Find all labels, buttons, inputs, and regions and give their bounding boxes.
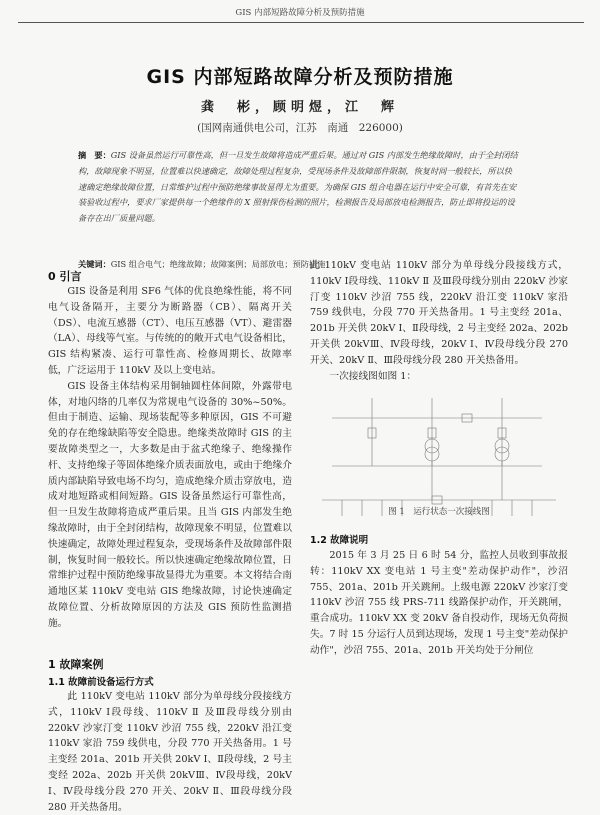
diagram-intro: 一次接线图如图 1： xyxy=(329,370,417,382)
affiliation: (国网南通供电公司，江苏 南通 226000) xyxy=(197,122,403,134)
abstract-label: 摘 要： xyxy=(78,150,111,160)
section-1-1-heading: 1.1 故障前设备运行方式 xyxy=(48,677,154,688)
section-1-1-continued xyxy=(310,258,568,384)
section-intro-heading: 0 引言 xyxy=(48,270,82,283)
intro-body xyxy=(48,284,292,654)
abstract xyxy=(78,148,518,227)
section-1-2-text: 2015 年 3 月 25 日 6 时 54 分，监控人员收到事故报转：110kV XX 变电站 1 号主变"差动保护动作"，沙沼 755、201a、201b 开关跳闸。上级电源 220kV 沙家汀变 110kV 沙沼 755 线 PRS-711 线路保护动作，开关跳闸，重合成功。110kV XX 变 20kV 备自投动作，现场无负荷损失。7 时 15 分运行人员到达现场，发现 1 号主变"差动保护动作"，沙沼 755、201a、201b 开关均处于分闸位 xyxy=(310,550,568,656)
running-head: GIS 内部短路故障分析及预防措施 xyxy=(235,8,365,18)
section-1-1-continued-text: 此 110kV 变电站 110kV 部分为单母线分段接线方式，110kV Ⅰ段母线、110kV Ⅱ 及Ⅲ段母线分别由 220kV 沙家汀变 110kV 沙沼 755 线，220kV 沿江变 110kV 家沿 759 线供电，分段 770 开关热备用。1 号主变经 201a、201b 开关供 20kV Ⅰ、Ⅱ段母线，2 号主变经 202a、202b 开关供 20kVⅢ、Ⅳ段母线，20kV Ⅰ、Ⅳ段母线分段 270 开关、20kV Ⅱ、Ⅲ段母线分段 280 开关热备用。 xyxy=(310,260,568,366)
abstract-text: GIS 设备虽然运行可靠性高，但一旦发生故障将造成严重后果。通过对 GIS 内部发生绝缘故障时，由于全封闭结构，故障现象不明显，位置难以快速确定，故障处理过程复杂，受现场条件及故障部件限制，恢复时间一般较长，所以快速确定绝缘故障位置，日常维护过程中预防绝缘事故显得尤为重要。为确保 GIS 组合电器在运行中安全可靠，有首先在安装验收过程中，要求厂家提供每一个绝缘件的 X 照射探伤检测的照片，检测报告及局部放电检测报告，防止即将投运的设备存在出厂质量问题。 xyxy=(78,150,518,224)
section-1-1-body-start xyxy=(48,689,292,813)
section-1-1-text: 此 110kV 变电站 110kV 部分为单母线分段接线方式，110kV Ⅰ段母线、110kV Ⅱ 及Ⅲ段母线分别由 220kV 沙家汀变 110kV 沙沼 755 线，220kV 沿江变 110kV 家沿 759 线供电，分段 770 开关热备用。1 号主变经 201a、201b 开关供 20kV Ⅰ、Ⅱ段母线，2 号主变经 202a、202b 开关供 20kVⅢ、Ⅳ段母线，20kV Ⅰ、Ⅳ段母线分段 270 开关、20kV Ⅱ、Ⅲ段母线分段 280 开关热备用。 xyxy=(48,691,292,813)
header-rule xyxy=(18,22,584,23)
keywords-text: GIS 组合电气；绝缘故障；故障案例；局部放电；预防措施 xyxy=(110,259,326,269)
section-fault-case-heading: 1 故障案例 xyxy=(48,658,104,671)
keywords-label: 关键词： xyxy=(78,259,111,269)
paper-title: GIS 内部短路故障分析及预防措施 xyxy=(146,66,454,88)
authors: 龚 彬，顾明煜，江 辉 xyxy=(200,100,399,115)
intro-paragraph-2: GIS 设备主体结构采用铜轴圆柱体间隙，外露带电体，对地闪络的几率仅为常规电气设备的 30%~50%。但由于制造、运输、现场装配等多种原因，GIS 不可避免的存在绝缘缺陷等安全隐患。绝缘类故障时 GIS 的主要故障类型之一，大多数是由于盆式绝缘子、绝缘操作杆、支持绝缘子等固体绝缘介质表面放电，或由于绝缘介质内部缺陷导致电场不均匀，造成绝缘介质击穿放电，造成对地短路或相间短路。GIS 设备虽然运行可靠性高，但一旦发生故障将造成严重后果。且当 GIS 内部发生绝缘故障时，由于全封闭结构，故障现象不明显，位置难以快速确定，故障处理过程复杂，受现场条件及故障部件限制，恢复时间一般较长。所以快速确定绝缘故障位置，日常维护过程中预防绝缘事故显得尤为重要。本文将结合南通地区某 110kV 变电站 GIS 绝缘故障，讨论快速确定故障位置、分析故障原因的方法及 GIS 预防性监测措施。 xyxy=(48,380,292,629)
section-1-2-body xyxy=(310,548,568,699)
figure-caption: 图 1 运行状态一次接线图 xyxy=(388,507,490,517)
section-1-2-heading: 1.2 故障说明 xyxy=(310,535,369,546)
intro-paragraph-1: GIS 设备是利用 SF6 气体的优良绝缘性能，将不同电气设备隔开，主要分为断路器（CB）、隔离开关（DS）、电流互感器（CT）、电压互感器（VT）、避雷器（LA）、母线等气室。与传统的的敞开式电气设备相比，GIS 结构紧凑、运行可靠性高、检修周期长、故障率低，广泛运用于 110kV 及以上变电站。 xyxy=(48,286,292,376)
